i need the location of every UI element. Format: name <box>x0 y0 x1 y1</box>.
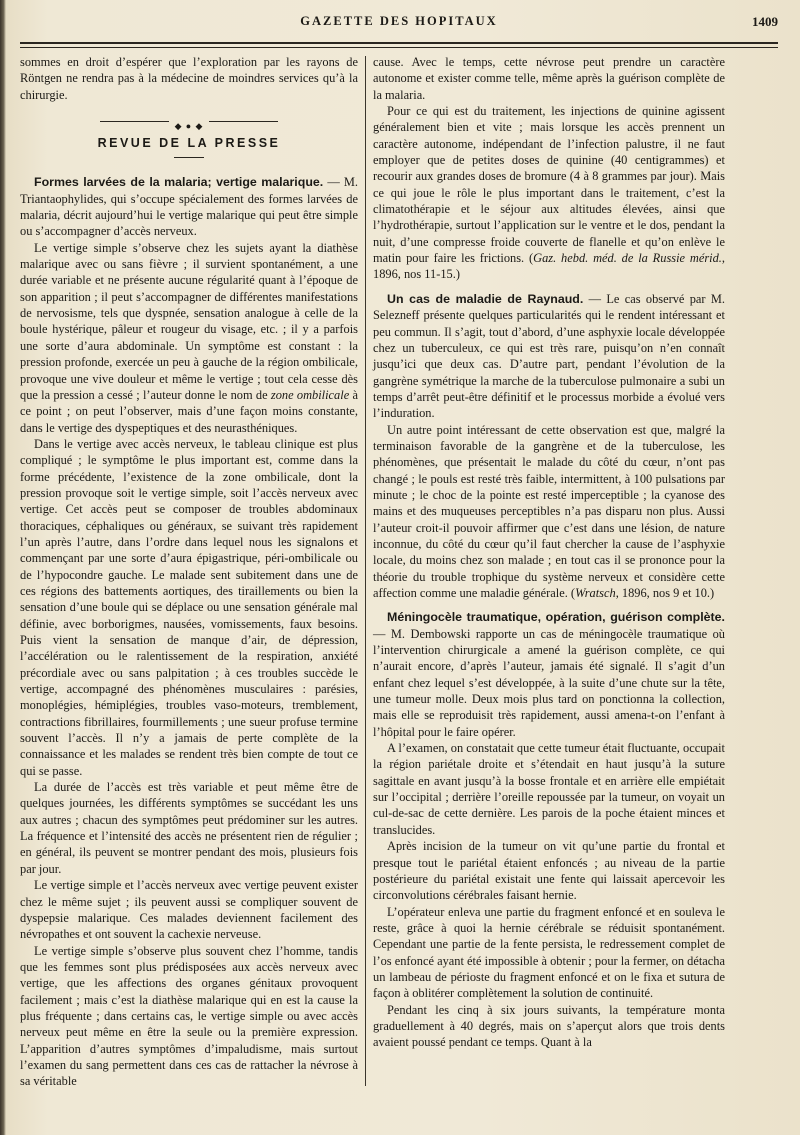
binding-edge <box>0 0 6 1135</box>
ornament-divider: ◆ ● ◆ <box>20 117 358 125</box>
left-column <box>20 54 358 1090</box>
carry-over-paragraph: sommes en droit d’espérer que l’exploration par les rayons de Röntgen ne rendra pas à la médecine de moindres services qu’à la chirurgie. <box>20 55 358 102</box>
citation: Gaz. hebd. méd. de la Russie mérid. <box>533 251 722 266</box>
article-paragraph: Dans le vertige avec accès nerveux, le tableau clinique est plus compliqué ; le symptôme le plus important est, comme dans la forme précédente, l’existence de la zone ombilicale, dont la pression provoque soit le vertige simple, soit l’accès nerveux avec vertige. Cet accès peut se composer de troubles abdominaux thoraciques, céphaliques ou généraux, se suivant très rapidement l’un après l’autre, dans l’ordre dans lequel nous les signalons et commençant par une sorte d’aura épigastrique, péri-ombilicale ou de l’hypocondre gauche. Le malade sent subitement dans une de ces régions des battements aortiques, des tiraillements ou bien la sensation d’une boule qui se déplace ou une sensation générale mal définie, avec borborigmes, nausées, vomissements, faux besoins. Puis vient la sensation de manque d’air, de dépression, l’accélération ou le ralentissement de la respiration, anxiété précordiale avec ou sans palpitation ; à ces troubles succède le vertige, accompagné des phénomènes musculaires : parésies, monoplégies, hémiplégies, troubles vaso-moteurs, tremblement, contractions fibrillaires, fourmillements ; une sueur profuse termine souvent l’accès. Il n’y a jamais de perte complète de la connaissance et les malades se rendent très bien compte de tout ce qui se passe. <box>20 436 358 778</box>
article-paragraph: Formes larvées de la malaria; vertige malarique. — M. Triantaophylides, qui s’occupe spécialement des formes larvées de malaria, décrit aujourd’hui le vertige malarique qui peut être simple ou s’accompagner d’accès nerveux. <box>20 175 358 239</box>
page-number: 1409 <box>752 14 778 29</box>
article-paragraph: Le vertige simple s’observe plus souvent chez l’homme, tandis que les femmes sont plus prédisposées aux accès nerveux avec vertige, que les affections des organes génitaux provoquent facilement ; mais c’est la diathèse malarique qui en est la cause la plus fréquente ; dans certains cas, le vertige simple ou avec accès nerveux peut même en être la seule ou la première expression. L’apparition d’autres symptômes d’impaludisme, mais surtout l’examen du sang permettent dans ces cas de rattacher la névrose à sa véritable <box>20 943 358 1089</box>
column-divider <box>365 56 366 1086</box>
article-title: Méningocèle traumatique, opération, guérison complète. <box>387 610 725 625</box>
article-paragraph: L’opérateur enleva une partie du fragment enfoncé et en souleva le reste, grâce à quoi la hernie cérébrale se réduisit spontanément. Cependant une partie de la fente persista, le redressement complet de l’os enfoncé ayant été impossible à obtenir ; pour la fermer, on détacha un lambeau de périoste du fragment enfoncé et on le fixa et sutura de façon à oblitérer complètement la solution de continuité. <box>373 904 725 1001</box>
running-title: GAZETTE DES HOPITAUX <box>300 14 498 28</box>
page-header <box>20 14 778 34</box>
header-rule-thin <box>20 47 778 48</box>
article-paragraph: cause. Avec le temps, cette névrose peut prendre un caractère autonome et exister comme telle, même après la guérison complète de la malaria. <box>373 55 725 102</box>
article-paragraph: Après incision de la tumeur on vit qu’une partie du frontal et presque tout le pariétal étaient enfoncés ; au niveau de la partie postérieure du pariétal existait une fente qui laissait apercevoir les circonvolutions cérébrales faisant hernie. <box>373 839 725 903</box>
article-paragraph: Le vertige simple s’observe chez les sujets ayant la diathèse malarique avec ou sans fièvre ; il survient spontanément, a une durée variable et ne présente aucune régularité quant à l’époque de son apparition ; il peut s’accompagner de différentes manifestations de nervosisme, tels que dyspnée, sensation analogue à celle de la boule hystérique, pâleur et rougeur du visage, etc. ; il y a parfois une sorte d’aura abdominale. Un symptôme est constant : la pression profonde, exercée un peu à gauche de la région ombilicale, provoque une vive douleur et même le vertige ; tout cela cesse dès que la pression a cessé ; l’auteur donne le nom de zone ombilicale à ce point ; on peut l’observer, mais d’une façon moins constante, dans le vertige des dyspeptiques et des neurasthéniques. <box>20 240 358 435</box>
article-title: Formes larvées de la malaria; vertige malarique. <box>34 175 324 190</box>
article-paragraph: Pendant les cinq à six jours suivants, la température monta graduellement à 40 degrés, mais on s’aperçut alors que trois dents avaient poussé pendant ce temps. Quant à la <box>373 1002 725 1050</box>
header-rule-thick <box>20 42 778 44</box>
article-paragraph: La durée de l’accès est très variable et peut même être de quelques journées, les différents symptômes se succédant les uns aux autres ; chacun des symptômes peut prédominer sur les autres. La fréquence et l’intensité des accès ne présentent rien de régulier ; en général, ils peuvent se montrer pendant des mois, plusieurs fois par jour. <box>20 780 358 876</box>
article-paragraph: Méningocèle traumatique, opération, guérison complète. — M. Dembowski rapporte un cas de méningocèle traumatique où l’intervention chirurgicale a amené la guérison complète, ce qui n’aurait encore, d’après l’auteur, jamais été signalé. Il s’agit d’un enfant chez lequel s’est développée, à la suite d’une chute sur la tête, une tumeur molle. Deux mois plus tard on ponctionna la collection, mais elle se reproduisit très rapidement, aussi amena-t-on l’enfant à l’hôpital pour le faire opérer. <box>373 610 725 739</box>
section-rule <box>174 157 204 158</box>
article-paragraph: A l’examen, on constatait que cette tumeur était fluctuante, occupait la région pariétale droite et s’étendait en haut jusqu’à la suture sagittale en avant jusqu’à la bosse frontale et en arrière elle empiétait sur l’occipital ; derrière l’oreille repoussée par la tumeur, on voyait un cul-de-sac de cette dernière. Les parois de la poche étaient minces et translucides. <box>373 741 725 837</box>
section-title: REVUE DE LA PRESSE <box>97 136 281 151</box>
citation: Wratsch <box>575 586 616 600</box>
article-paragraph: Un autre point intéressant de cette observation est que, malgré la terminaison favorable de la gangrène et de la tuberculose, les phénomènes, que présentait le malade du côté du cœur, n’ont pas changé ; le pouls est resté très faible, intermittent, à 100 pulsations par minute ; le choc de la pointe est resté imperceptible ; la cyanose des mains et des muqueuses perceptibles n’a pas disparu non plus. Aussi l’auteur croit-il pouvoir affirmer que c’est dans une lésion, de nature inconnue, du côté du cœur qu’il faut chercher la cause de l’asphyxie locale, du moins chez son malade ; en tout cas il se prononce pour la théorie du trouble trophique du système nerveux et considère cette affection comme une maladie générale. (Wratsch, 1896, nos 9 et 10.) <box>373 422 725 600</box>
article-paragraph: Un cas de maladie de Raynaud. — Le cas observé par M. Selezneff présente quelques particularités qui le rendent intéressant et peu commun. Il s’agit, tout d’abord, d’une asphyxie locale développée chez un tuberculeux, ce qui est très rare, puisqu’on n’en connaît jusqu’ici que deux cas. D’autre part, pendant l’évolution de la gangrène symétrique la marche de la tuberculose pulmonaire a subi un temps d’arrêt peut-être définitif et le processus morbide a évolué vers l’induration. <box>373 291 725 421</box>
article-paragraph: Pour ce qui est du traitement, les injections de quinine agissent généralement bien et vite ; mais lorsque les accès prennent un caractère autonome, indépendant de l’infection palustre, il ne faut employer que de petites doses de quinine (40 centigrammes) et recourir aux grandes doses de bromure (4 à 8 grammes par jour). Mais ce qui joue le rôle le plus important dans le traitement, c’est la climatothérapie et le séjour aux altitudes élevées, ainsi que l’hydrothérapie, surtout l’application sur le ventre et le dos, pendant la nuit, d’une compresse froide couverte de flanelle et qu’on enlève le matin pour faire les frictions. (Gaz. hebd. méd. de la Russie mérid., 1896, nos 11-15.) <box>373 104 725 282</box>
article-paragraph: Le vertige simple et l’accès nerveux avec vertige peuvent exister chez le même sujet ; ils peuvent aussi se compliquer souvent de dyspepsie malarique. Ces malades deviennent facilement des névropathes et ont souvent la cachexie nerveuse. <box>20 878 358 942</box>
article-title: Un cas de maladie de Raynaud. <box>387 291 584 306</box>
emphasis: zone ombilicale <box>270 387 350 402</box>
right-column <box>373 54 725 1051</box>
